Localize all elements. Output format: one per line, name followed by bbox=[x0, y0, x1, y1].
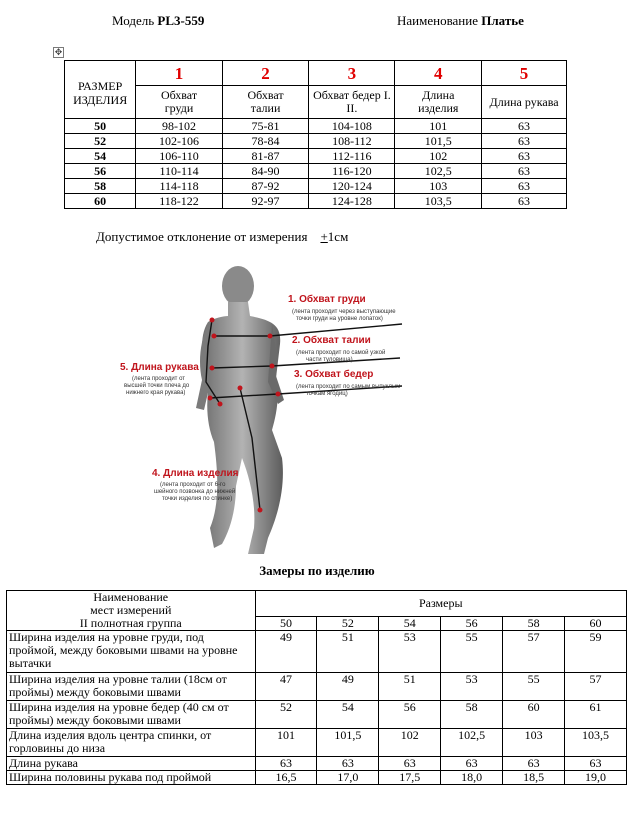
col-number-4: 4 bbox=[395, 61, 482, 86]
size-row bbox=[65, 179, 567, 194]
measure-row bbox=[7, 757, 627, 771]
measure-value: 17,0 bbox=[317, 771, 379, 785]
size-value-cell: 98-102 bbox=[136, 119, 222, 134]
size-value-cell: 84-90 bbox=[222, 164, 309, 179]
col-label-sleeve: Длина рукава bbox=[482, 86, 567, 119]
size-value-cell: 87-92 bbox=[222, 179, 309, 194]
size-value-cell: 116-120 bbox=[309, 164, 395, 179]
col-label-chest: Обхват груди bbox=[136, 86, 222, 119]
model-value: PL3-559 bbox=[157, 13, 205, 28]
tolerance-value: 1см bbox=[327, 229, 349, 244]
col-number-3: 3 bbox=[309, 61, 395, 86]
name-label: Наименование bbox=[397, 13, 478, 28]
measures-header-cell bbox=[7, 591, 256, 631]
measures-header-line-1: Наименование bbox=[93, 590, 169, 604]
size-value-cell: 103 bbox=[395, 179, 482, 194]
size-value-cell: 118-122 bbox=[136, 194, 222, 209]
measure-value: 103,5 bbox=[565, 729, 627, 757]
measure-value: 17,5 bbox=[379, 771, 441, 785]
measure-value: 49 bbox=[255, 631, 317, 673]
size-value-cell: 63 bbox=[482, 149, 567, 164]
label-sleeve-desc-1: (лента проходит от bbox=[132, 376, 186, 382]
size-row bbox=[65, 149, 567, 164]
size-row bbox=[65, 164, 567, 179]
size-cell: 54 bbox=[65, 149, 136, 164]
label-waist-desc-1: (лента проходит по самой узкой bbox=[296, 350, 386, 356]
size-table bbox=[64, 60, 567, 209]
size-cell: 50 bbox=[65, 119, 136, 134]
measure-value: 55 bbox=[503, 673, 565, 701]
col-label-waist: Обхват талии bbox=[222, 86, 309, 119]
tolerance-sign: + bbox=[320, 229, 328, 244]
size-column-header: 60 bbox=[565, 616, 627, 630]
size-value-cell: 106-110 bbox=[136, 149, 222, 164]
label-length-title: 4. Длина изделия bbox=[152, 468, 239, 479]
measure-value: 57 bbox=[565, 673, 627, 701]
col-number-5: 5 bbox=[482, 61, 567, 86]
measure-value: 101 bbox=[255, 729, 317, 757]
measure-label: Ширина изделия на уровне груди, под проймой, между боковыми швами на уровне вытачки bbox=[7, 631, 256, 673]
label-sleeve-title: 5. Длина рукава bbox=[120, 362, 199, 373]
measure-value: 63 bbox=[379, 757, 441, 771]
measure-value: 102 bbox=[379, 729, 441, 757]
size-cell: 56 bbox=[65, 164, 136, 179]
measure-value: 102,5 bbox=[441, 729, 503, 757]
model-label: Модель bbox=[112, 13, 155, 28]
label-chest-title: 1. Обхват груди bbox=[288, 294, 366, 305]
measure-label: Ширина половины рукава под проймой bbox=[7, 771, 256, 785]
size-value-cell: 112-116 bbox=[309, 149, 395, 164]
measure-value: 18,0 bbox=[441, 771, 503, 785]
measure-value: 16,5 bbox=[255, 771, 317, 785]
size-value-cell: 102-106 bbox=[136, 134, 222, 149]
sizes-header: Размеры bbox=[255, 591, 626, 617]
tolerance-text: Допустимое отклонение от измерения bbox=[96, 229, 308, 244]
col-label-hips: Обхват бедер I. II. bbox=[309, 86, 395, 119]
measure-label: Ширина изделия на уровне бедер (40 см от проймы) между боковыми швами bbox=[7, 701, 256, 729]
size-cell: 52 bbox=[65, 134, 136, 149]
measure-value: 53 bbox=[441, 673, 503, 701]
size-value-cell: 120-124 bbox=[309, 179, 395, 194]
measure-row bbox=[7, 673, 627, 701]
label-length-desc-1: (лента проходит от 6-го bbox=[160, 482, 226, 488]
size-value-cell: 104-108 bbox=[309, 119, 395, 134]
size-value-cell: 110-114 bbox=[136, 164, 222, 179]
size-value-cell: 103,5 bbox=[395, 194, 482, 209]
measures-header-line-3: II полнотная группа bbox=[79, 616, 182, 630]
size-value-cell: 63 bbox=[482, 164, 567, 179]
size-value-cell: 63 bbox=[482, 119, 567, 134]
size-value-cell: 92-97 bbox=[222, 194, 309, 209]
col-label-length: Длина изделия bbox=[395, 86, 482, 119]
measure-row bbox=[7, 631, 627, 673]
label-hips-desc-2: точкам ягодиц) bbox=[306, 391, 348, 397]
measure-label: Длина рукава bbox=[7, 757, 256, 771]
measure-value: 103 bbox=[503, 729, 565, 757]
label-chest-desc-2: точки груди на уровне лопаток) bbox=[296, 316, 383, 322]
size-value-cell: 102 bbox=[395, 149, 482, 164]
name-value: Платье bbox=[481, 13, 524, 28]
measure-value: 53 bbox=[379, 631, 441, 673]
size-cell: 58 bbox=[65, 179, 136, 194]
measure-value: 63 bbox=[441, 757, 503, 771]
size-column-header: 52 bbox=[317, 616, 379, 630]
size-value-cell: 63 bbox=[482, 134, 567, 149]
measure-value: 59 bbox=[565, 631, 627, 673]
measure-row bbox=[7, 701, 627, 729]
size-row bbox=[65, 119, 567, 134]
measure-row bbox=[7, 771, 627, 785]
measure-value: 55 bbox=[441, 631, 503, 673]
label-sleeve-desc-3: нижнего края рукава) bbox=[126, 390, 186, 396]
measure-value: 57 bbox=[503, 631, 565, 673]
measure-value: 101,5 bbox=[317, 729, 379, 757]
measurement-figure bbox=[110, 258, 510, 558]
measure-label: Ширина изделия на уровне талии (18см от проймы) между боковыми швами bbox=[7, 673, 256, 701]
measure-value: 63 bbox=[503, 757, 565, 771]
size-value-cell: 124-128 bbox=[309, 194, 395, 209]
label-sleeve-desc-2: высшей точки плеча до bbox=[124, 383, 190, 389]
measure-label: Длина изделия вдоль центра спинки, от горловины до низа bbox=[7, 729, 256, 757]
label-length-desc-3: точки изделия по спинке) bbox=[162, 496, 233, 502]
measure-value: 61 bbox=[565, 701, 627, 729]
size-value-cell: 81-87 bbox=[222, 149, 309, 164]
size-value-cell: 114-118 bbox=[136, 179, 222, 194]
size-value-cell: 101 bbox=[395, 119, 482, 134]
size-row bbox=[65, 194, 567, 209]
model-line bbox=[112, 13, 204, 29]
size-header: РАЗМЕР ИЗДЕЛИЯ bbox=[65, 61, 136, 119]
size-column-header: 54 bbox=[379, 616, 441, 630]
size-row bbox=[65, 134, 567, 149]
measure-value: 63 bbox=[255, 757, 317, 771]
measure-value: 56 bbox=[379, 701, 441, 729]
name-line bbox=[397, 13, 524, 29]
size-value-cell: 108-112 bbox=[309, 134, 395, 149]
size-value-cell: 63 bbox=[482, 179, 567, 194]
size-value-cell: 75-81 bbox=[222, 119, 309, 134]
label-length-desc-2: шейного позвонка до нижней bbox=[154, 489, 236, 495]
measure-value: 51 bbox=[379, 673, 441, 701]
size-column-header: 58 bbox=[503, 616, 565, 630]
tolerance-line bbox=[96, 229, 348, 245]
col-number-1: 1 bbox=[136, 61, 222, 86]
measures-table bbox=[6, 590, 627, 785]
measure-value: 63 bbox=[565, 757, 627, 771]
measure-value: 52 bbox=[255, 701, 317, 729]
woman-silhouette bbox=[196, 266, 284, 554]
measure-value: 63 bbox=[317, 757, 379, 771]
size-value-cell: 78-84 bbox=[222, 134, 309, 149]
measure-row bbox=[7, 729, 627, 757]
measure-value: 51 bbox=[317, 631, 379, 673]
size-cell: 60 bbox=[65, 194, 136, 209]
measure-value: 58 bbox=[441, 701, 503, 729]
measure-value: 54 bbox=[317, 701, 379, 729]
size-value-cell: 63 bbox=[482, 194, 567, 209]
measure-value: 49 bbox=[317, 673, 379, 701]
size-value-cell: 102,5 bbox=[395, 164, 482, 179]
measure-value: 60 bbox=[503, 701, 565, 729]
measure-value: 19,0 bbox=[565, 771, 627, 785]
size-column-header: 50 bbox=[255, 616, 317, 630]
measures-title: Замеры по изделию bbox=[259, 563, 375, 578]
label-waist-title: 2. Обхват талии bbox=[292, 335, 371, 346]
table-move-handle-icon[interactable]: ✥ bbox=[54, 47, 63, 57]
size-value-cell: 101,5 bbox=[395, 134, 482, 149]
col-number-2: 2 bbox=[222, 61, 309, 86]
measure-value: 47 bbox=[255, 673, 317, 701]
label-hips-title: 3. Обхват бедер bbox=[294, 369, 374, 380]
label-hips-desc-1: (лента проходит по самым выпуклым bbox=[296, 384, 401, 390]
measure-value: 18,5 bbox=[503, 771, 565, 785]
size-column-header: 56 bbox=[441, 616, 503, 630]
measures-header-line-2: мест измерений bbox=[90, 603, 172, 617]
label-waist-desc-2: части туловища) bbox=[306, 357, 353, 363]
label-chest-desc-1: (лента проходит через выступающие bbox=[292, 309, 396, 315]
